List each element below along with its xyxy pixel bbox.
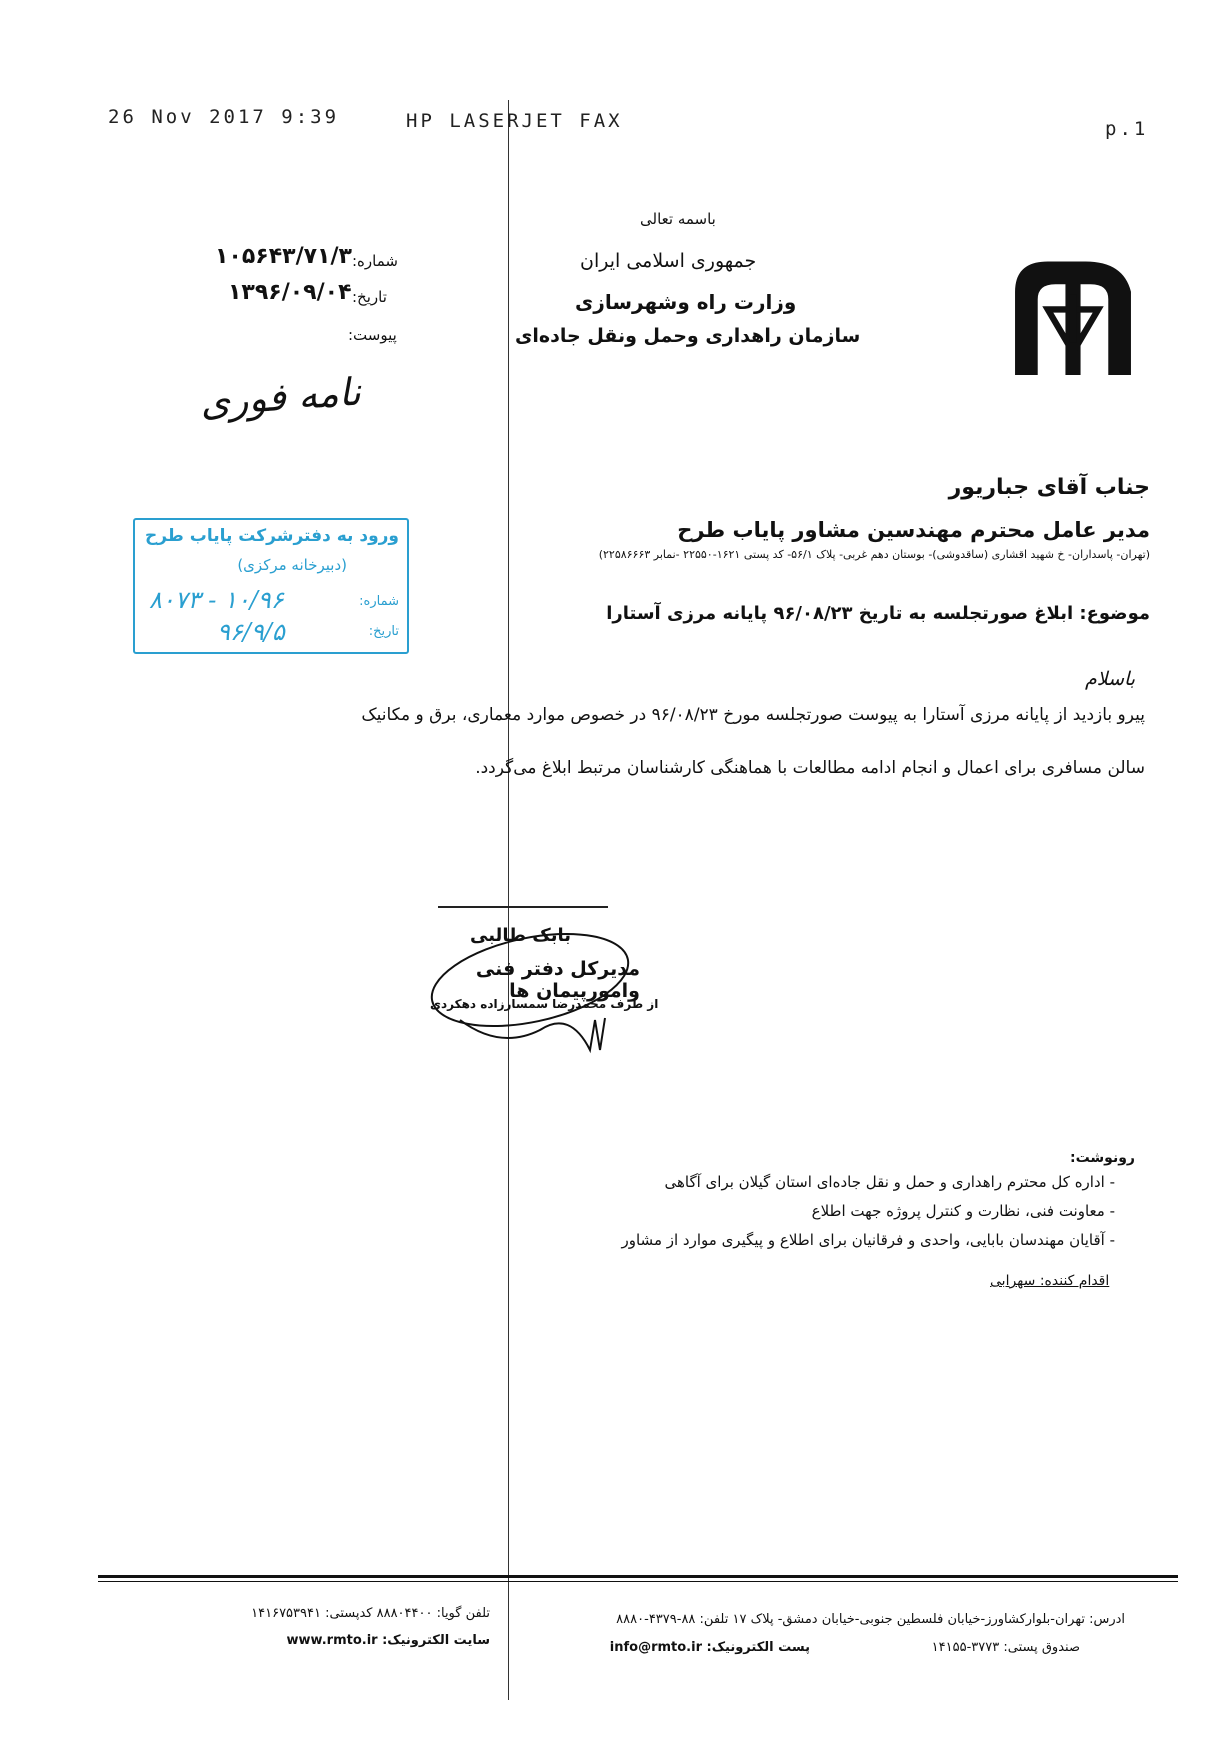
stamp-title: ورود به دفترشرکت پایاب طرح (144, 526, 399, 546)
signature-on-behalf: از طرف محمدرضا سمسارزاده دهکردی (430, 997, 659, 1011)
stamp-date-label: تاریخ: (368, 624, 399, 639)
footer-website: سایت الکترونیک: www.rmto.ir (286, 1633, 490, 1648)
letterhead-organization: سازمان راهداری وحمل ونقل جاده‌ای (515, 325, 861, 347)
greeting: باسلام (1085, 668, 1136, 690)
stamp-subtitle: (دبیرخانه مرکزی) (237, 556, 347, 574)
urgent-note: نامه فوری (198, 369, 363, 425)
footer-phone: تلفن گویا: ۸۸۸۰۴۴۰۰ کدپستی: ۱۴۱۶۷۵۳۹۴۱ (251, 1606, 490, 1621)
footer-address: ادرس: تهران-بلوارکشاورز-خیابان فلسطین جنوبی-خیابان دمشق- پلاک ۱۷ تلفن: ۸۸-۴۳۷۹-۸۸۸۰ (616, 1612, 1125, 1627)
stamp-date-value: ۹۶/۹/۵ (217, 618, 285, 646)
cc-item: - آقایان مهندسان بابایی، واحدی و فرقانیان برای اطلاع و پیگیری موارد از مشاور (621, 1231, 1115, 1249)
cc-item: - معاونت فنی، نظارت و کنترل پروژه جهت اطلاع (811, 1202, 1115, 1220)
letterhead-republic: جمهوری اسلامی ایران (580, 250, 757, 272)
letterhead-ministry: وزارت راه وشهرسازی (575, 290, 797, 314)
number-value: ۱۰۵۶۴۳/۷۱/۳ (215, 244, 352, 269)
date-value: ۱۳۹۶/۰۹/۰۴ (228, 280, 352, 305)
fax-device: HP LASERJET FAX (406, 110, 623, 132)
received-stamp (133, 518, 409, 654)
footer-rule (98, 1575, 1178, 1578)
subject-line: موضوع: ابلاغ صورتجلسه به تاریخ ۹۶/۰۸/۲۳ پایانه مرزی آستارا (606, 603, 1150, 624)
recipient-name: جناب آقای جباریور (948, 475, 1150, 500)
footer-rule-thin (98, 1581, 1178, 1582)
footer-email: پست الکترونیک: info@rmto.ir (609, 1640, 810, 1655)
rmto-logo-icon (1010, 254, 1136, 380)
body-line-1: پیرو بازدید از پایانه مرزی آستارا به پیوست صورتجلسه مورخ ۹۶/۰۸/۲۳ در خصوص موارد معماری، برق و مکانیک (361, 705, 1145, 725)
fax-page: p.1 (1105, 118, 1149, 140)
signature-name: بابک طالبی (470, 925, 572, 946)
fax-datetime: 26 Nov 2017 9:39 (108, 106, 340, 128)
body-line-2: سالن مسافری برای اعمال و انجام ادامه مطالعات با هماهنگی کارشناسان مرتبط ابلاغ می‌گردد. (475, 758, 1145, 778)
stamp-number-label: شماره: (359, 594, 399, 609)
signature-title: مدیرکل دفتر فنی وامورپیمان ها (475, 958, 640, 1002)
cc-label: رونوشت: (1070, 1150, 1135, 1166)
number-label: شماره: (352, 252, 398, 270)
stamp-number-value: ۱۰/۹۶ - ۸۰۷۳ (149, 586, 284, 614)
date-label: تاریخ: (352, 288, 387, 306)
recipient-address: (تهران- پاسداران- خ شهید اقشاری (ساقدوشی)- بوستان دهم غربی- پلاک ۵۶/۱- کد پستی ۱۶۲۱-۲۲۵۵۰ -نمابر ۲۲۵۸۶۶۶۳) (598, 548, 1150, 561)
attachment-label: پیوست: (348, 326, 397, 344)
recipient-position: مدیر عامل محترم مهندسین مشاور پایاب طرح (677, 518, 1150, 542)
footer-pobox: صندوق پستی: ۳۷۷۳-۱۴۱۵۵ (931, 1640, 1080, 1655)
action-by: اقدام کننده: سهرابی (990, 1273, 1110, 1289)
letterhead-bless: باسمه تعالی (640, 210, 716, 228)
cc-item: - اداره کل محترم راهداری و حمل و نقل جاده‌ای استان گیلان برای آگاهی (664, 1173, 1115, 1191)
